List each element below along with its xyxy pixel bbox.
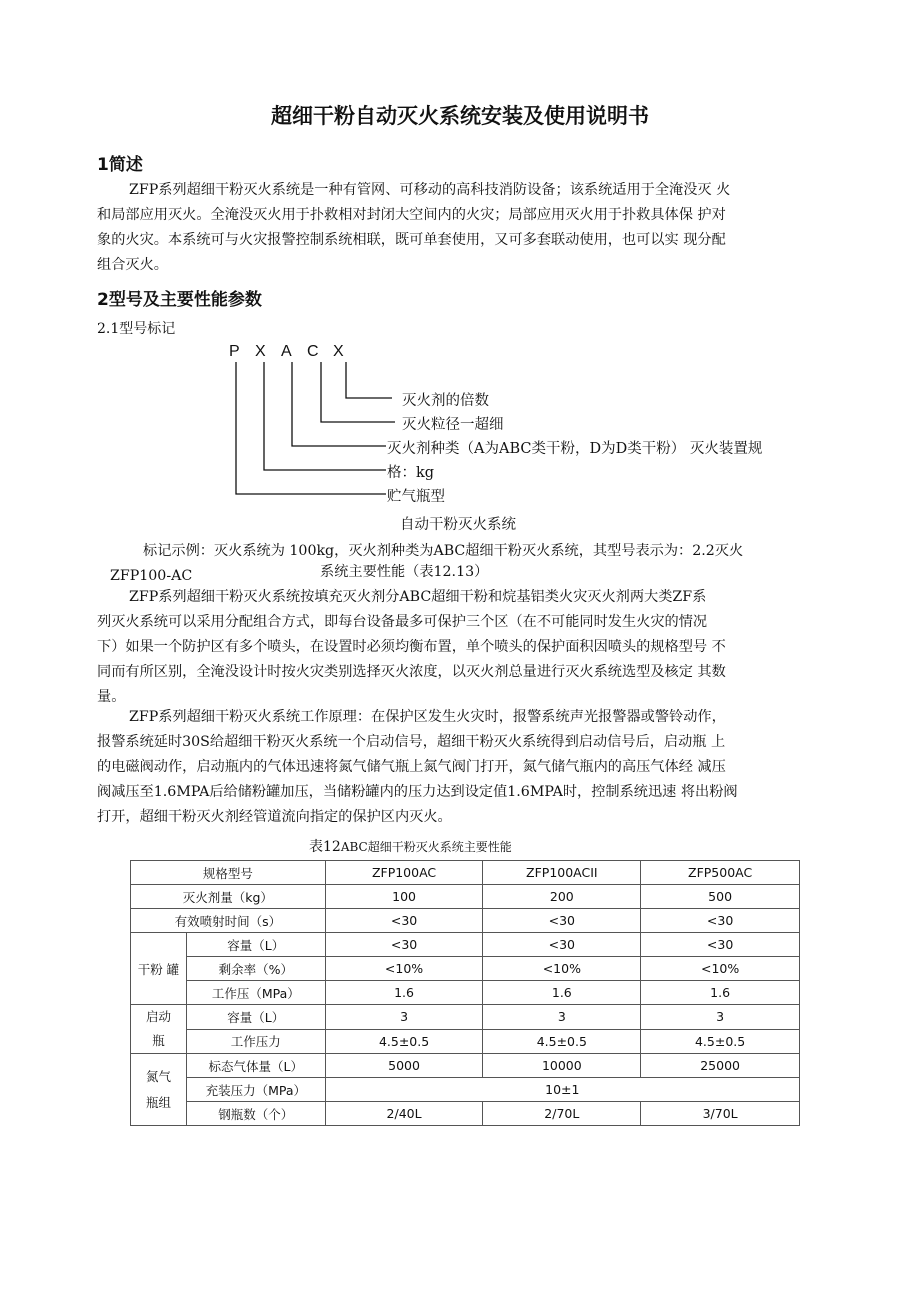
table-cell: <30: [483, 933, 641, 957]
table-row: [131, 933, 800, 957]
table-cell: 1.6: [325, 981, 483, 1005]
section-1-line: 组合灭火。: [97, 257, 168, 273]
table-cell: 10000: [483, 1054, 641, 1078]
table-row-label: 剩余率（%）: [186, 957, 325, 981]
bracket-line-4: [321, 362, 395, 422]
example-line-2: 系统主要性能（表12.13）: [320, 564, 489, 580]
table-cell: <10%: [325, 957, 483, 981]
bracket-line-2: [264, 362, 386, 470]
table-row: [131, 1102, 800, 1126]
table-cell: 100: [325, 885, 483, 909]
legend-item: 灭火剂的倍数: [402, 393, 489, 409]
section-1-line: ZFP系列超细干粉灭火系统是一种有管网、可移动的高科技消防设备；该系统适用于全淹没灭 火: [129, 182, 731, 198]
bracket-line-1: [236, 362, 386, 494]
table-cell: <30: [483, 909, 641, 933]
table-row-label: 有效喷射时间（s）: [131, 909, 326, 933]
legend-item: 自动干粉灭火系统: [400, 517, 516, 533]
paragraph-line: 下）如果一个防护区有多个喷头，在设置时必须均衡布置，单个喷头的保护面积因喷头的规格型号 不: [97, 639, 726, 655]
table-cell: 4.5±0.5: [641, 1029, 800, 1054]
table-row: [131, 1005, 800, 1030]
table-cell: 2/40L: [325, 1102, 483, 1126]
table-cell: <10%: [483, 957, 641, 981]
table-cell: 5000: [325, 1054, 483, 1078]
group-label-line: 氮气: [145, 1068, 171, 1084]
table-cell: 3: [641, 1005, 800, 1030]
section-2-heading: 2型号及主要性能参数: [97, 290, 262, 310]
legend-item: 格：kg: [387, 465, 435, 481]
table-cell: 25000: [641, 1054, 800, 1078]
bracket-line-5: [346, 362, 392, 398]
table-header-row: [131, 861, 800, 885]
table-header-cell: ZFP500AC: [641, 861, 800, 885]
model-letter: X: [333, 343, 344, 360]
table-caption: [309, 836, 512, 856]
table-cell: 1.6: [483, 981, 641, 1005]
paragraph-line: ZFP系列超细干粉灭火系统工作原理：在保护区发生火灾时，报警系统声光报警器或警铃动作，: [129, 709, 726, 725]
paragraph-distribution: [97, 585, 726, 710]
paragraph-line: 报警系统延时30S给超细干粉灭火系统一个启动信号，超细干粉灭火系统得到启动信号后，启动瓶 上: [97, 734, 726, 750]
model-letter: A: [281, 343, 292, 360]
section-1-line: 象的火灾。本系统可与火灾报警控制系统相联，既可单套使用，又可多套联动使用，也可以实 现分配: [97, 232, 726, 248]
table-cell: 4.5±0.5: [325, 1029, 483, 1054]
table-cell: 3/70L: [641, 1102, 800, 1126]
table-row: [131, 1078, 800, 1102]
bracket-line-3: [292, 362, 386, 446]
group-label-tank: 干粉 罐: [131, 933, 187, 1005]
table-row-label: 工作压（MPa）: [186, 981, 325, 1005]
table-cell-merged: 10±1: [325, 1078, 799, 1102]
table-row: [131, 957, 800, 981]
table-row: [131, 1029, 800, 1054]
table-header-label: 规格型号: [131, 861, 326, 885]
table-row-label: 容量（L）: [186, 1005, 325, 1030]
table-row: [131, 909, 800, 933]
group-label-line: 瓶组: [145, 1094, 171, 1110]
paragraph-line: ZFP系列超细干粉灭火系统按填充灭火剂分ABC超细干粉和烷基铝类火灾灭火剂两大类ZF系: [129, 589, 707, 605]
table-row: [131, 1054, 800, 1078]
paragraph-line: 阀减压至1.6MPA后给储粉罐加压，当储粉罐内的压力达到设定值1.6MPA时，控制系统迅速 将出粉阀: [97, 784, 738, 800]
legend-item: 灭火粒径一超细: [402, 417, 504, 433]
table-row: [131, 885, 800, 909]
example-line: 标记示例：灭火系统为 100kg，灭火剂种类为ABC超细干粉灭火系统，其型号表示为：2.2灭火: [143, 543, 744, 559]
group-label-nitrogen: [131, 1054, 187, 1126]
table-cell: 500: [641, 885, 800, 909]
table-cell: 1.6: [641, 981, 800, 1005]
paragraph-line: 量。: [97, 689, 126, 705]
table-row-label: 充装压力（MPa）: [186, 1078, 325, 1102]
table-cell: 3: [325, 1005, 483, 1030]
legend-item: 贮气瓶型: [387, 489, 445, 505]
table-cell: <30: [325, 909, 483, 933]
table-header-cell: ZFP100AC: [325, 861, 483, 885]
table-row-label: 工作压力: [186, 1029, 325, 1054]
table-caption-text: ABC超细干粉灭火系统主要性能: [340, 840, 512, 854]
model-letter: P: [229, 343, 240, 360]
table-header-cell: ZFP100ACII: [483, 861, 641, 885]
spec-table: [130, 860, 800, 1126]
group-label-start-bottle: [131, 1005, 187, 1054]
paragraph-line: 列灭火系统可以采用分配组合方式，即每台设备最多可保护三个区（在不可能同时发生火灾的情况: [97, 614, 708, 630]
table-cell: 2/70L: [483, 1102, 641, 1126]
table-cell: 200: [483, 885, 641, 909]
model-letter: X: [255, 343, 266, 360]
table-cell: <30: [641, 909, 800, 933]
table-cell: 4.5±0.5: [483, 1029, 641, 1054]
table-cell: <30: [325, 933, 483, 957]
paragraph-line: 的电磁阀动作，启动瓶内的气体迅速将氮气储气瓶上氮气阀门打开，氮气储气瓶内的高压气体经 减压: [97, 759, 726, 775]
section-1-line: 和局部应用灭火。全淹没灭火用于扑救相对封闭大空间内的火灾；局部应用灭火用于扑救具体保 护对: [97, 207, 726, 223]
paragraph-principle: [97, 705, 738, 830]
legend-item: 灭火剂种类（A为ABC类干粉，D为D类干粉） 灭火装置规: [387, 441, 763, 457]
section-1-heading: 1简述: [97, 155, 143, 175]
paragraph-line: 同而有所区别，全淹没设计时按火灾类别选择灭火浓度，以灭火剂总量进行灭火系统选型及核定 其数: [97, 664, 726, 680]
paragraph-line: 打开，超细干粉灭火剂经管道流向指定的保护区内灭火。: [97, 809, 452, 825]
example-model: ZFP100-AC: [110, 568, 193, 584]
model-letter: C: [307, 343, 319, 360]
table-cell: 3: [483, 1005, 641, 1030]
table-row-label: 标态气体量（L）: [186, 1054, 325, 1078]
group-label-line: 瓶: [152, 1033, 165, 1048]
table-row-label: 容量（L）: [186, 933, 325, 957]
table-cell: <10%: [641, 957, 800, 981]
table-row: [131, 981, 800, 1005]
table-caption-number: 表12: [309, 839, 341, 855]
subsection-2-1-heading: 2.1型号标记: [97, 321, 176, 337]
document-title: 超细干粉自动灭火系统安装及使用说明书: [271, 104, 649, 128]
table-cell: <30: [641, 933, 800, 957]
table-row-label: 钢瓶数（个）: [186, 1102, 325, 1126]
table-row-label: 灭火剂量（kg）: [131, 885, 326, 909]
group-label-line: 启动: [145, 1009, 171, 1024]
